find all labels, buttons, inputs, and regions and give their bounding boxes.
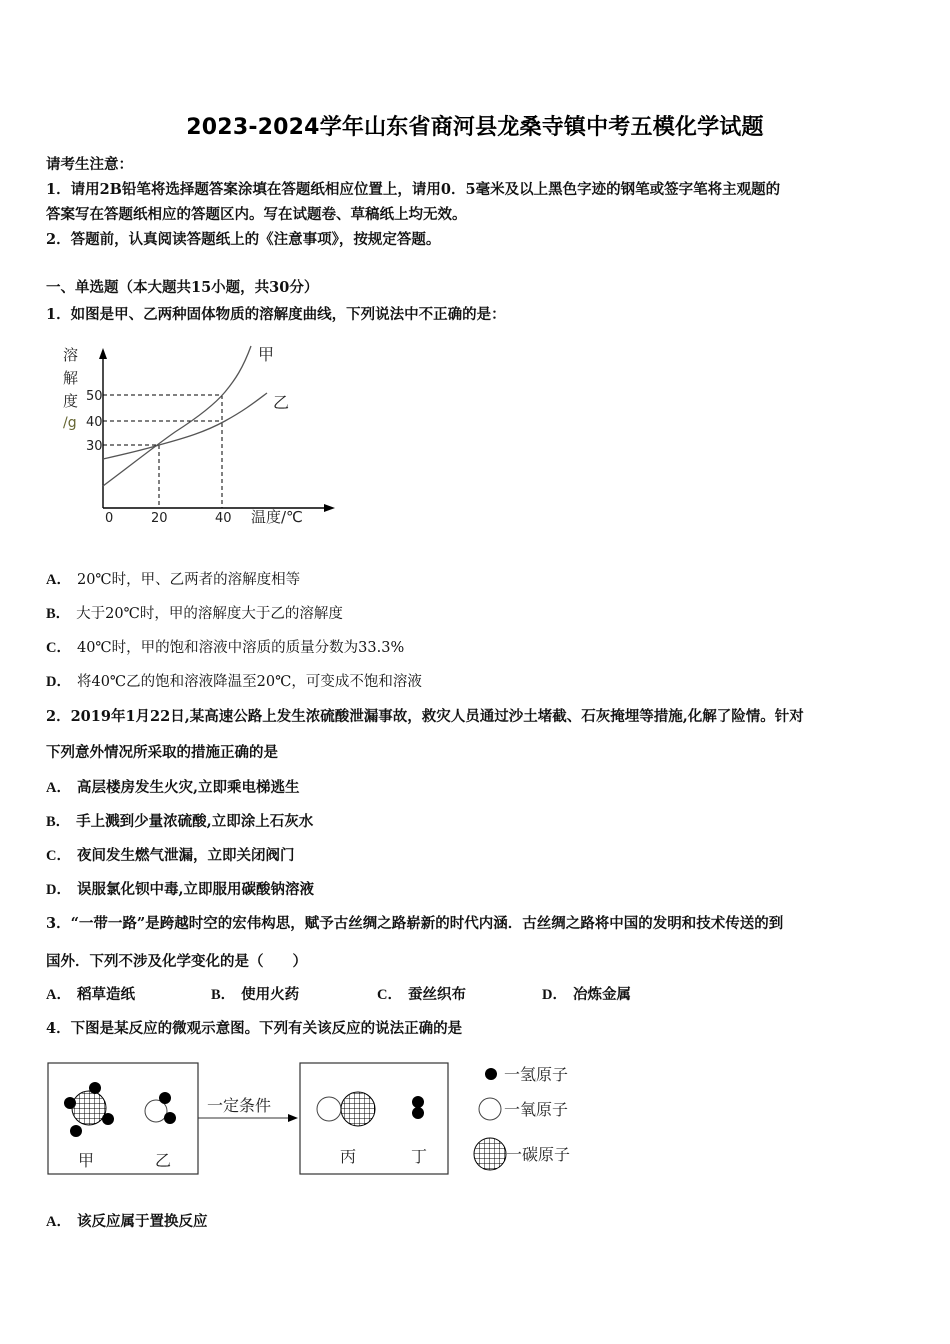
x-label: 温度/℃ xyxy=(251,508,303,526)
question-number: 1． xyxy=(46,306,71,323)
legend xyxy=(474,1065,570,1170)
q2-option-d[interactable]: D． 误服氯化钡中毒,立即服用碳酸钠溶液 xyxy=(46,881,315,898)
q2-option-b[interactable]: B． 手上溅到少量浓硫酸,立即涂上石灰水 xyxy=(46,813,314,830)
q3-option-d[interactable]: D． 冶炼金属 xyxy=(542,986,631,1003)
legend-oxygen: 一氧原子 xyxy=(504,1100,569,1119)
section-heading: 一、单选题（本大题共15小题，共30分） xyxy=(46,279,319,296)
molecule-bing-icon xyxy=(317,1092,375,1126)
curve-jia xyxy=(103,346,251,486)
question-number: 4． xyxy=(46,1020,71,1037)
arrow-head-icon xyxy=(288,1114,298,1122)
y-tick-50: 50 xyxy=(86,389,103,404)
question-3-stem-cont: 国外．下列不涉及化学变化的是（ ） xyxy=(46,953,307,970)
svg-text:解: 解 xyxy=(63,369,79,387)
q1-option-d[interactable]: D． 将40℃乙的饱和溶液降温至20℃，可变成不饱和溶液 xyxy=(46,674,422,690)
q3-option-b[interactable]: B． 使用火药 xyxy=(211,986,300,1003)
reaction-diagram xyxy=(44,1058,604,1178)
molecule-ding-icon xyxy=(412,1096,424,1119)
question-1-stem xyxy=(46,303,506,324)
question-2-stem-cont: 下列意外情况所采取的措施正确的是 xyxy=(46,744,278,761)
q2-option-a[interactable]: A． 高层楼房发生火灾,立即乘电梯逃生 xyxy=(46,779,300,796)
q1-option-c[interactable]: C． 40℃时，甲的饱和溶液中溶质的质量分数为33.3% xyxy=(46,640,405,656)
q2-option-c[interactable]: C． 夜间发生燃气泄漏，立即关闭阀门 xyxy=(46,847,295,864)
x-tick-40: 40 xyxy=(215,511,232,526)
q4-option-a[interactable]: A． 该反应属于置换反应 xyxy=(46,1213,208,1230)
series-label-yi: 乙 xyxy=(273,393,290,412)
question-4-stem: 4．下图是某反应的微观示意图。下列有关该反应的说法正确的是 xyxy=(46,1020,463,1037)
y-tick-40: 40 xyxy=(86,415,103,430)
q3-option-a[interactable]: A． 稻草造纸 xyxy=(46,986,135,1003)
notice-item-1-cont: 答案写在答题纸相应的答题区内。写在试题卷、草稿纸上均无效。 xyxy=(46,206,467,223)
svg-text:/g: /g xyxy=(63,415,77,431)
label-jia: 甲 xyxy=(78,1151,95,1170)
solubility-chart xyxy=(55,338,345,533)
label-bing: 丙 xyxy=(340,1147,357,1166)
q3-option-c[interactable]: C． 蚕丝织布 xyxy=(377,986,466,1003)
series-label-jia: 甲 xyxy=(258,345,275,364)
x-axis-arrow-icon xyxy=(324,504,335,512)
y-label: 溶 xyxy=(63,346,79,364)
q1-option-b[interactable]: B． 大于20℃时，甲的溶解度大于乙的溶解度 xyxy=(46,606,343,622)
x-tick-0: 0 xyxy=(105,511,114,526)
hydrogen-atom-icon xyxy=(485,1068,497,1080)
question-3-stem: 3．“一带一路”是跨越时空的宏伟构思，赋予古丝绸之路崭新的时代内涵．古丝绸之路将中国的发明和技术传送的到 xyxy=(46,915,784,932)
molecule-jia-icon xyxy=(64,1082,114,1137)
question-text: 如图是甲、乙两种固体物质的溶解度曲线，下列说法中不正确的是： xyxy=(70,306,506,323)
carbon-atom-icon xyxy=(474,1138,506,1170)
notice-heading: 请考生注意： xyxy=(46,156,133,173)
svg-text:度: 度 xyxy=(63,392,79,410)
oxygen-atom-icon xyxy=(479,1098,501,1120)
legend-hydrogen: 一氢原子 xyxy=(504,1065,569,1084)
notice-item-1: 1．请用2B铅笔将选择题答案涂填在答题纸相应位置上，请用0．5毫米及以上黑色字迹的钢笔或签字笔将主观题的 xyxy=(46,181,781,198)
question-2-stem: 2．2019年1月22日,某高速公路上发生浓硫酸泄漏事故，救灾人员通过沙土堵截、石灰掩埋等措施,化解了险情。针对 xyxy=(46,708,804,725)
question-number: 3． xyxy=(46,915,71,932)
question-number: 2． xyxy=(46,708,71,725)
y-axis-arrow-icon xyxy=(99,348,107,359)
q1-option-a[interactable]: A． 20℃时，甲、乙两者的溶解度相等 xyxy=(46,572,301,588)
molecule-yi-icon xyxy=(145,1092,176,1124)
label-yi: 乙 xyxy=(155,1151,172,1170)
x-tick-20: 20 xyxy=(151,511,168,526)
legend-carbon: 一碳原子 xyxy=(506,1145,571,1164)
notice-item-2: 2．答题前，认真阅读答题纸上的《注意事项》，按规定答题。 xyxy=(46,231,441,248)
page-title: 2023-2024学年山东省商河县龙桑寺镇中考五模化学试题 xyxy=(186,115,764,140)
label-ding: 丁 xyxy=(411,1147,428,1166)
arrow-label: 一定条件 xyxy=(207,1096,272,1115)
y-tick-30: 30 xyxy=(86,439,103,454)
